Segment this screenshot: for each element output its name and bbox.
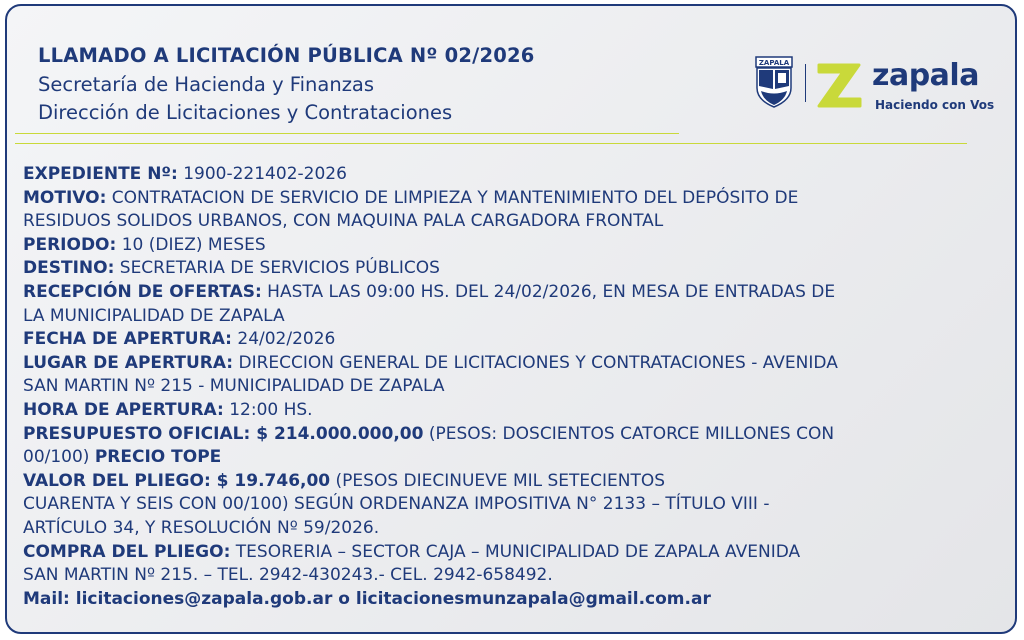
directorate-subtitle: Dirección de Licitaciones y Contrataciones [38, 101, 453, 124]
recepcion-value: HASTA LAS 09:00 HS. DEL 24/02/2026, EN MESA DE ENTRADAS DE [261, 281, 836, 302]
presupuesto-value: (PESOS: DOSCIENTOS CATORCE MILLONES CON [423, 423, 835, 444]
mail-line: Mail: licitaciones@zapala.gob.ar o licitacionesmunzapala@gmail.com.ar [23, 588, 711, 609]
compra-pliego-label: COMPRA DEL PLIEGO: [23, 541, 231, 562]
logo-divider [805, 64, 806, 102]
motivo-line-2 [23, 210, 1013, 234]
valor-pliego-label: VALOR DEL PLIEGO: $ 19.746,00 [23, 470, 331, 491]
hora-apertura-value: 12:00 HS. [223, 399, 313, 420]
hora-apertura-line [23, 399, 1013, 423]
header-divider-short [15, 133, 679, 134]
recepcion-line [23, 281, 1013, 305]
presupuesto-value-continued: 00/100) [23, 447, 95, 468]
precio-tope-label: PRECIO TOPE [94, 447, 222, 468]
destino-value: SECRETARIA DE SERVICIOS PÚBLICOS [114, 258, 440, 279]
logo-group [755, 56, 995, 116]
lugar-apertura-value: DIRECCION GENERAL DE LICITACIONES Y CONTRATACIONES - AVENIDA [233, 352, 838, 373]
lugar-apertura-label: LUGAR DE APERTURA: [23, 352, 234, 373]
hora-apertura-label: HORA DE APERTURA: [23, 399, 224, 420]
recepcion-value-continued: LA MUNICIPALIDAD DE ZAPALA [23, 305, 285, 326]
brand-name: zapala [872, 58, 979, 93]
compra-pliego-value-continued: SAN MARTIN Nº 215. – TEL. 2942-430243.- CEL. 2942-658492. [23, 565, 553, 586]
valor-pliego-line-2 [23, 493, 1013, 517]
motivo-value: CONTRATACION DE SERVICIO DE LIMPIEZA Y MANTENIMIENTO DEL DEPÓSITO DE [106, 187, 799, 208]
tender-notice-card [5, 4, 1017, 634]
motivo-value-continued: RESIDUOS SOLIDOS URBANOS, CON MAQUINA PALA CARGADORA FRONTAL [23, 211, 664, 232]
compra-pliego-value: TESORERIA – SECTOR CAJA – MUNICIPALIDAD DE ZAPALA AVENIDA [230, 541, 801, 562]
fecha-apertura-line [23, 328, 1013, 352]
lugar-apertura-value-continued: SAN MARTIN Nº 215 - MUNICIPALIDAD DE ZAPALA [23, 376, 445, 397]
expediente-line [23, 163, 1013, 187]
compra-pliego-line-2 [23, 564, 1013, 588]
zapala-z-logo-icon [815, 59, 865, 109]
periodo-label: PERIODO: [23, 234, 117, 255]
lugar-apertura-line [23, 352, 1013, 376]
fecha-apertura-label: FECHA DE APERTURA: [23, 329, 232, 350]
page-title: LLAMADO A LICITACIÓN PÚBLICA Nº 02/2026 [38, 44, 535, 67]
motivo-line [23, 187, 1013, 211]
valor-pliego-value: (PESOS DIECINUEVE MIL SETECIENTOS [330, 470, 666, 491]
municipal-shield-icon [755, 56, 793, 108]
shield-text: ZAPALA [758, 59, 790, 67]
lugar-apertura-line-2 [23, 375, 1013, 399]
valor-pliego-line-3 [23, 517, 1013, 541]
compra-pliego-line [23, 541, 1013, 565]
periodo-value: 10 (DIEZ) MESES [116, 234, 266, 255]
recepcion-line-2 [23, 305, 1013, 329]
presupuesto-line-2 [23, 446, 1013, 470]
presupuesto-line [23, 423, 1013, 447]
destino-line [23, 257, 1013, 281]
fecha-apertura-value: 24/02/2026 [231, 329, 336, 350]
notice-body [23, 163, 1013, 611]
expediente-label: EXPEDIENTE Nº: [23, 164, 178, 184]
valor-pliego-line [23, 470, 1013, 494]
valor-pliego-value-end: ARTÍCULO 34, Y RESOLUCIÓN Nº 59/2026. [23, 517, 380, 538]
motivo-label: MOTIVO: [23, 187, 107, 208]
recepcion-label: RECEPCIÓN DE OFERTAS: [23, 281, 262, 302]
valor-pliego-value-continued: CUARENTA Y SEIS CON 00/100) SEGÚN ORDENANZA IMPOSITIVA N° 2133 – TÍTULO VIII - [23, 494, 770, 515]
secretariat-subtitle: Secretaría de Hacienda y Finanzas [38, 73, 375, 96]
destino-label: DESTINO: [23, 258, 115, 279]
header-divider-long [15, 143, 967, 144]
expediente-value: 1900-221402-2026 [177, 164, 347, 184]
brand-tagline: Haciendo con Vos [875, 98, 995, 112]
presupuesto-label: PRESUPUESTO OFICIAL: $ 214.000.000,00 [23, 423, 424, 444]
periodo-line [23, 234, 1013, 258]
